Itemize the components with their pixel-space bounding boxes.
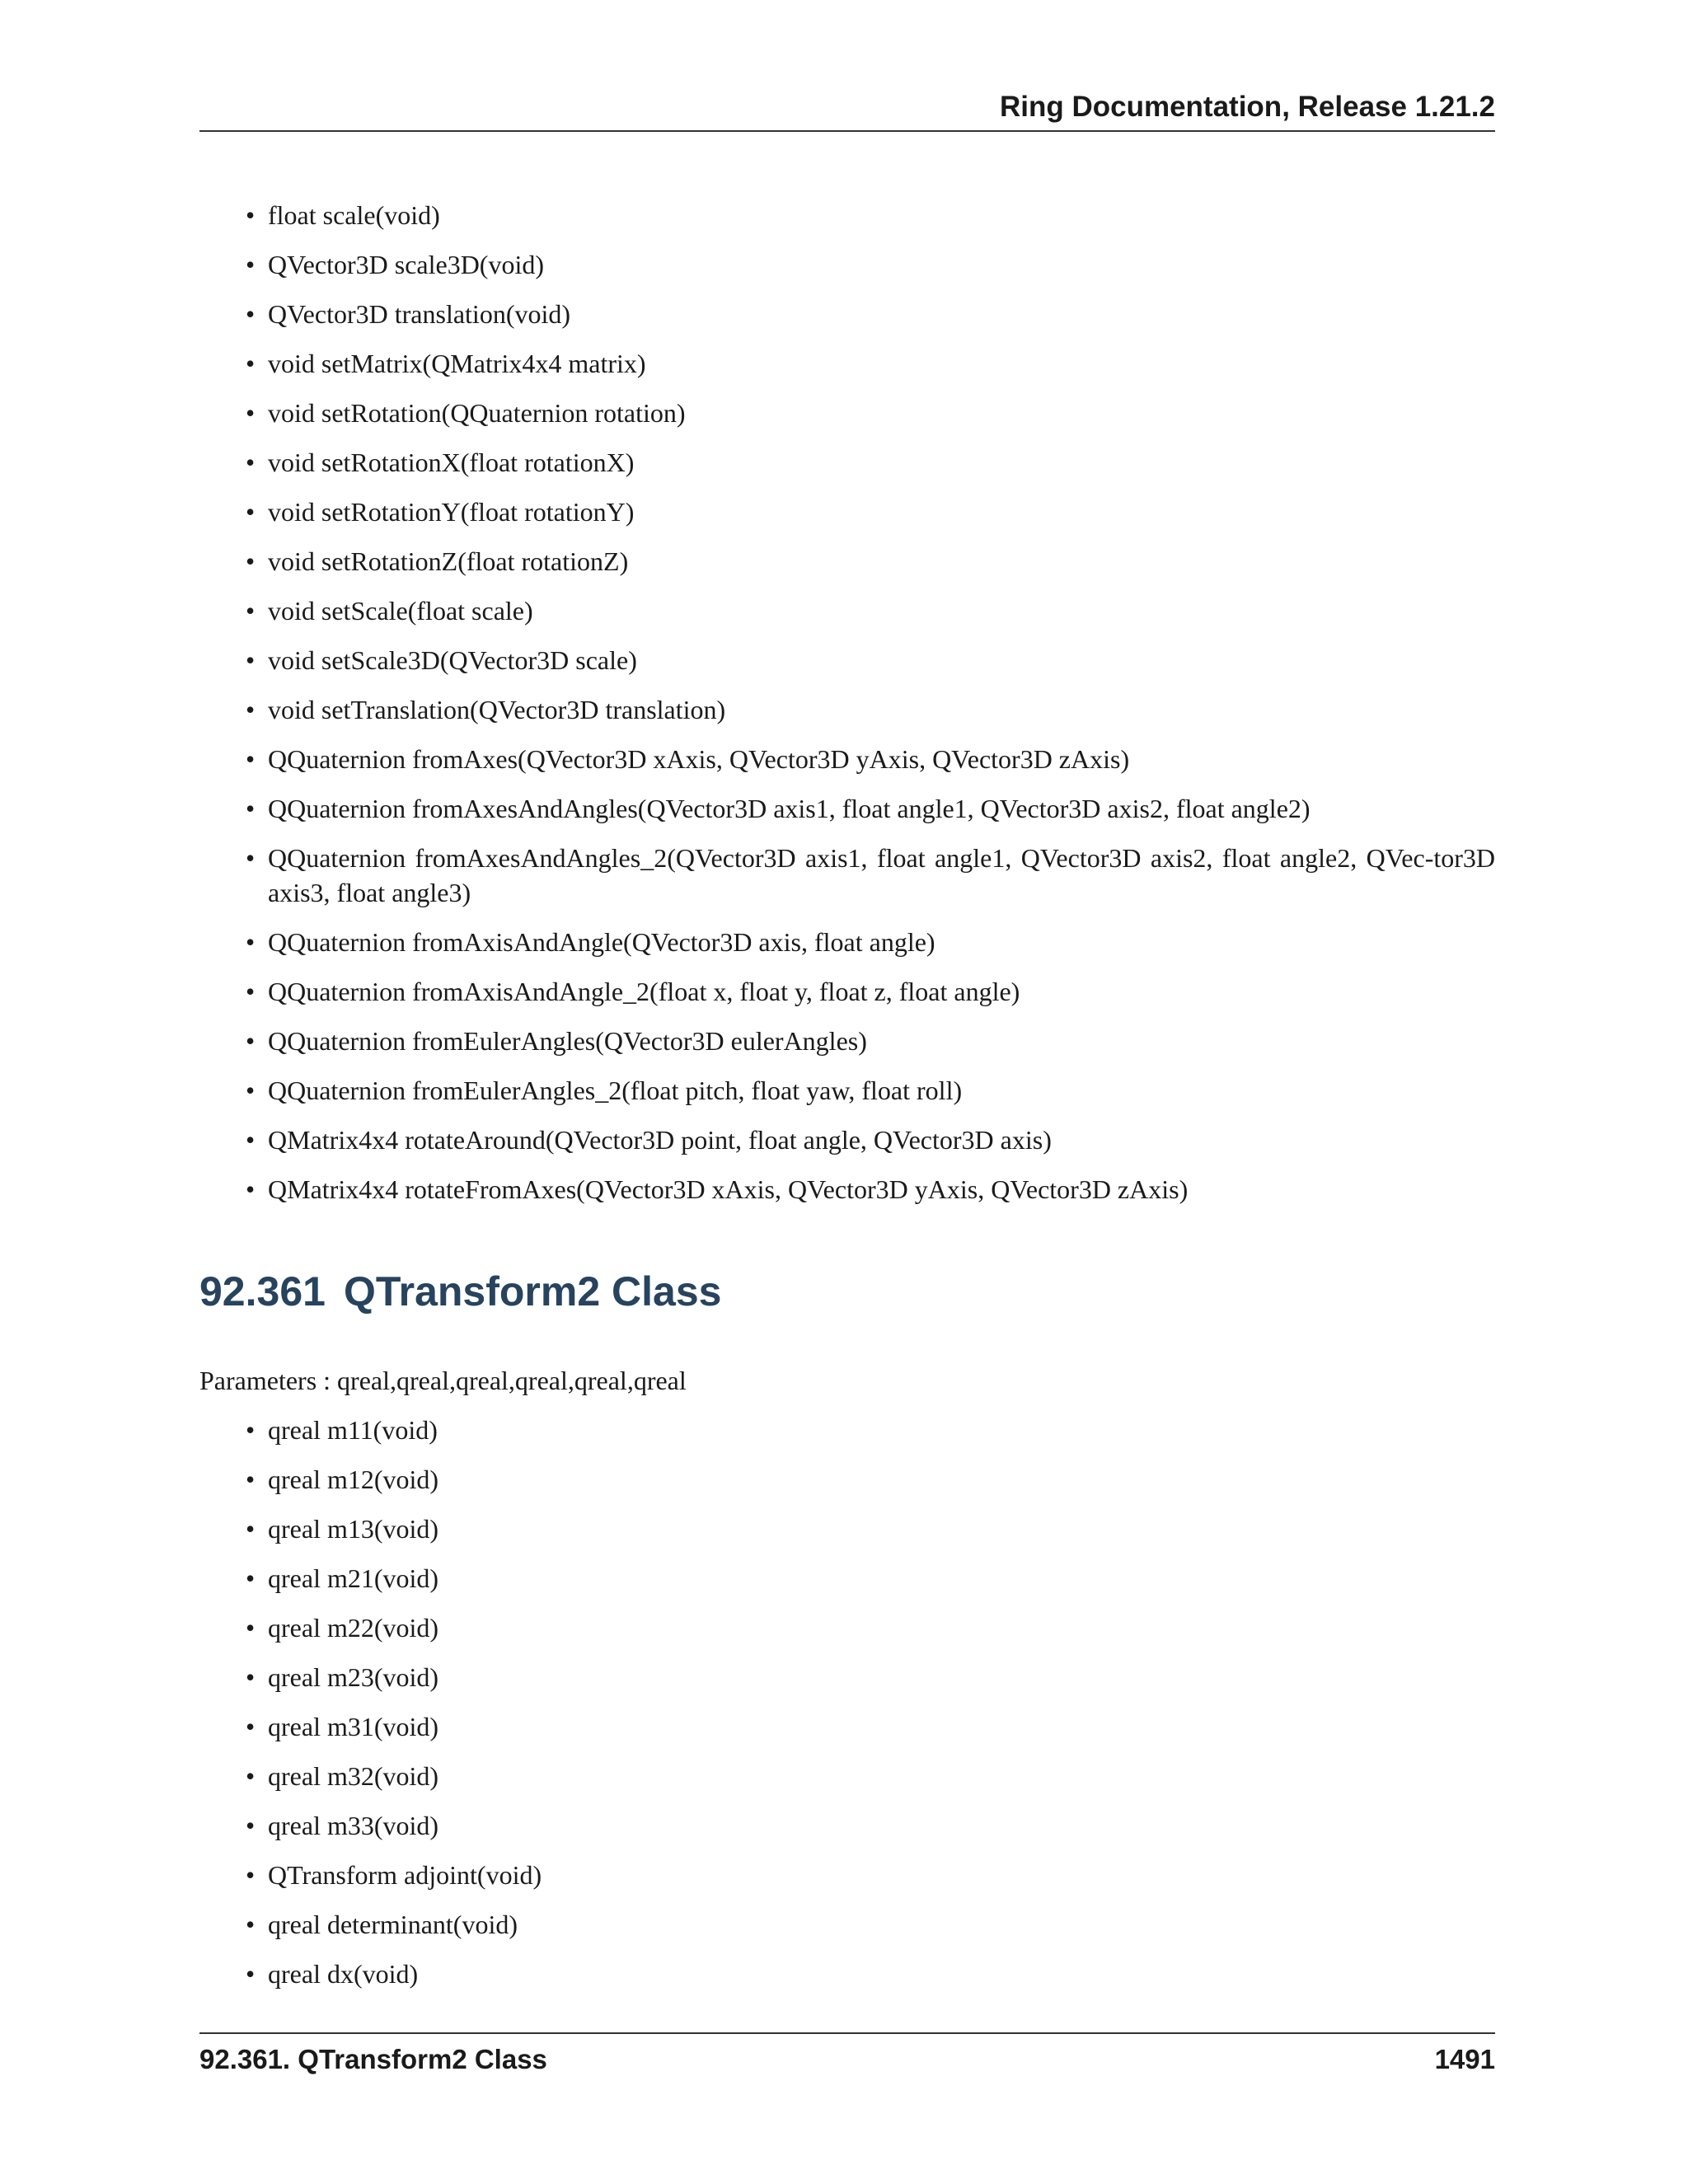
list-item: • QQuaternion fromEulerAngles_2(float pitch, float yaw, float roll)	[246, 1073, 1495, 1108]
list-item: • float scale(void)	[246, 198, 1495, 232]
list-item: • QMatrix4x4 rotateFromAxes(QVector3D xAxis, QVector3D yAxis, QVector3D zAxis)	[246, 1172, 1495, 1207]
list-item: • QVector3D translation(void)	[246, 297, 1495, 331]
list-item: • QQuaternion fromEulerAngles(QVector3D eulerAngles)	[246, 1024, 1495, 1058]
list-item: • QQuaternion fromAxesAndAngles_2(QVector3D axis1, float angle1, QVector3D axis2, float angle2, QVec-tor3D axis3, float angle3)	[246, 841, 1495, 910]
list-item: • void setMatrix(QMatrix4x4 matrix)	[246, 346, 1495, 381]
page-header	[199, 91, 1495, 132]
list-item: • void setScale3D(QVector3D scale)	[246, 643, 1495, 677]
method-list-bottom	[246, 1413, 1495, 2006]
section-heading	[199, 1265, 721, 1318]
list-item: • qreal m12(void)	[246, 1462, 1495, 1497]
list-item: • void setScale(float scale)	[246, 593, 1495, 628]
page-number: 1491	[1434, 2044, 1495, 2074]
list-item: • QTransform adjoint(void)	[246, 1858, 1495, 1892]
list-item: • qreal m13(void)	[246, 1511, 1495, 1546]
list-item: • qreal m23(void)	[246, 1660, 1495, 1694]
list-item: • qreal m21(void)	[246, 1561, 1495, 1596]
document-title: Ring Documentation, Release 1.21.2	[999, 91, 1495, 123]
list-item: • QQuaternion fromAxisAndAngle(QVector3D axis, float angle)	[246, 925, 1495, 959]
list-item: • QQuaternion fromAxesAndAngles(QVector3D axis1, float angle1, QVector3D axis2, float angle2)	[246, 791, 1495, 826]
list-item: • qreal m11(void)	[246, 1413, 1495, 1447]
list-item: • void setRotationX(float rotationX)	[246, 445, 1495, 480]
footer-section: 92.361. QTransform2 Class	[199, 2044, 547, 2074]
parameters-line: Parameters : qreal,qreal,qreal,qreal,qreal,qreal	[199, 1366, 687, 1395]
list-item: • qreal determinant(void)	[246, 1907, 1495, 1942]
list-item: • void setRotationZ(float rotationZ)	[246, 544, 1495, 579]
list-item: • qreal m32(void)	[246, 1759, 1495, 1793]
list-item: • qreal dx(void)	[246, 1957, 1495, 1991]
list-item: • QQuaternion fromAxisAndAngle_2(float x, float y, float z, float angle)	[246, 974, 1495, 1009]
list-item: • qreal m31(void)	[246, 1709, 1495, 1744]
method-list-top	[246, 198, 1495, 1221]
list-item: • qreal m33(void)	[246, 1808, 1495, 1843]
list-item: • void setRotation(QQuaternion rotation)	[246, 396, 1495, 430]
section-title: QTransform2 Class	[343, 1268, 722, 1315]
list-item: • QVector3D scale3D(void)	[246, 247, 1495, 282]
list-item: • qreal m22(void)	[246, 1610, 1495, 1645]
page-footer	[199, 2032, 1495, 2082]
list-item: • QQuaternion fromAxes(QVector3D xAxis, QVector3D yAxis, QVector3D zAxis)	[246, 742, 1495, 776]
list-item: • void setTranslation(QVector3D translation)	[246, 692, 1495, 727]
list-item: • QMatrix4x4 rotateAround(QVector3D point, float angle, QVector3D axis)	[246, 1122, 1495, 1157]
list-item: • void setRotationY(float rotationY)	[246, 494, 1495, 529]
section-number: 92.361	[199, 1268, 326, 1315]
